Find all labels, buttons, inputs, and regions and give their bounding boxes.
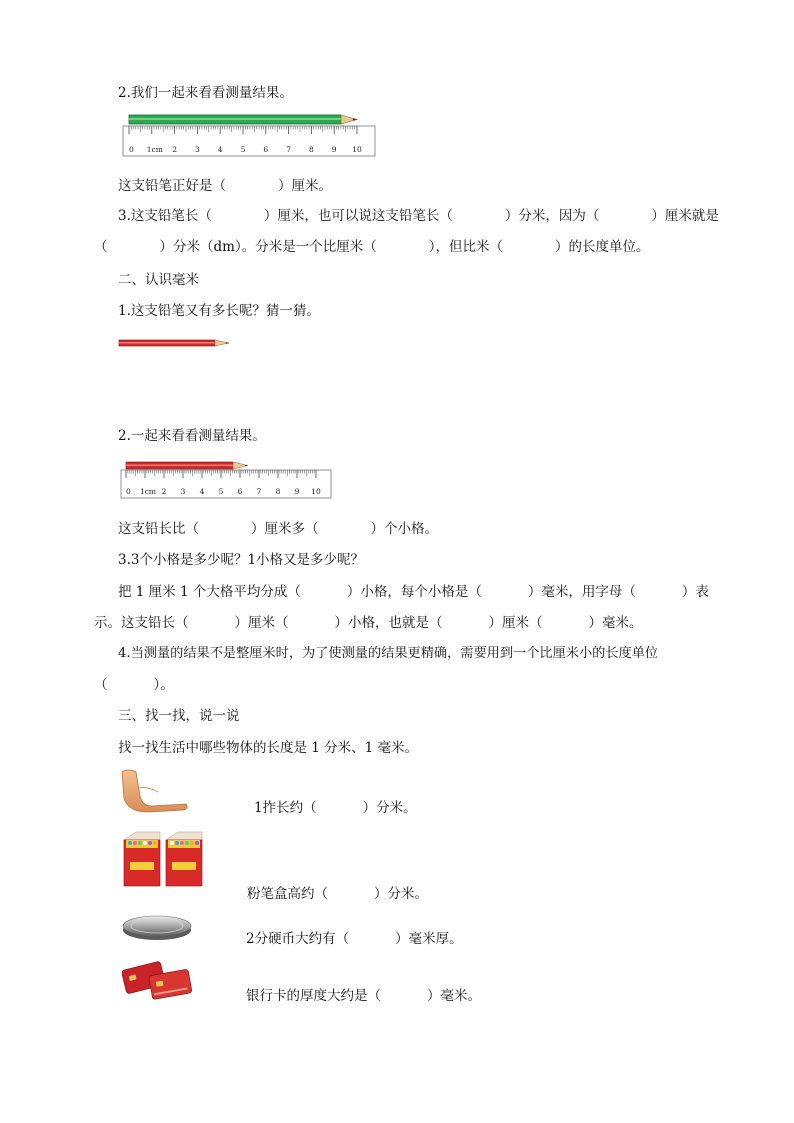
ruler-tick-label: 8 — [275, 487, 281, 496]
fill-text: ）厘米（ — [234, 615, 289, 631]
ruler-tick-label: 3 — [195, 145, 200, 154]
hand-span-icon — [118, 766, 190, 814]
ruler-tick-label: 2 — [172, 145, 177, 154]
fill-text: 2分硬币大约有（ — [246, 931, 350, 947]
ruler-tick-label: 10 — [352, 145, 362, 154]
section-3-heading: 三、找一找，说一说 — [118, 708, 240, 724]
ruler-with-red-pencil — [120, 457, 335, 501]
ruler-tick-label: 6 — [237, 487, 243, 496]
red-pencil — [118, 338, 233, 350]
bank-card-fill — [246, 987, 481, 1005]
ruler-tick-label: 1cm — [139, 487, 157, 496]
coin-icon — [121, 912, 193, 942]
millimeter-fill-line-2 — [94, 614, 643, 632]
ruler-tick-label: 0 — [126, 487, 131, 496]
ruler-tick-label: 8 — [309, 145, 314, 154]
fill-text: ）的长度单位。 — [554, 239, 650, 255]
fill-text: 粉笔盒高约（ — [247, 886, 328, 902]
coin-fill — [246, 930, 463, 948]
ruler-tick-label: 4 — [199, 487, 205, 496]
fill-text: 3.这支铅笔长（ — [118, 208, 212, 224]
ruler-tick-label: 1cm — [146, 145, 163, 154]
fill-text: ）厘米。 — [278, 178, 332, 194]
fill-text: ）分米，因为（ — [504, 208, 600, 224]
part2-question-2: 2.一起来看看测量结果。 — [118, 428, 266, 444]
pencil-cm-and-grids-fill — [118, 520, 438, 538]
fill-text: 这支铅长比（ — [118, 521, 199, 537]
ruler-tick-label: 7 — [286, 145, 291, 154]
part2-question-1: 1.这支铅笔又有多长呢？猜一猜。 — [118, 303, 320, 319]
part3-intro: 找一找生活中哪些物体的长度是 1 分米、1 毫米。 — [118, 740, 419, 756]
ruler-tick-label: 5 — [240, 145, 246, 154]
fill-text: ）厘米多（ — [251, 521, 319, 537]
ruler-with-green-pencil — [122, 110, 380, 160]
fill-text: 银行卡的厚度大约是（ — [246, 988, 381, 1004]
ruler-tick-label: 2 — [161, 487, 167, 496]
fill-text: ）分米。 — [374, 886, 428, 902]
fill-text: ）表 — [681, 584, 709, 600]
fill-text: ）小格，每个小格是（ — [346, 584, 482, 600]
fill-text: ）小格，也就是（ — [334, 615, 443, 631]
chalk-box-icon — [122, 828, 208, 890]
millimeter-fill-line-1 — [118, 583, 709, 601]
hand-span-fill — [254, 799, 417, 817]
question-3-line-1 — [118, 207, 719, 225]
ruler-tick-label: 3 — [180, 487, 186, 496]
fill-text: ），但比米（ — [428, 239, 503, 255]
chalk-box-fill — [247, 885, 428, 903]
ruler-tick-label: 7 — [256, 487, 262, 496]
fill-text: ）厘米，也可以说这支铅笔长（ — [263, 208, 453, 224]
question-2-title: 2.我们一起来看看测量结果。 — [118, 85, 293, 101]
ruler-tick-label: 6 — [263, 145, 269, 154]
fill-text: ）毫米厚。 — [395, 931, 463, 947]
fill-text: 1拃长约（ — [254, 800, 317, 816]
fill-text: ）分米（dm）。分米是一个比厘米（ — [159, 239, 377, 255]
fill-text: 这支铅笔正好是（ — [118, 178, 226, 194]
part2-question-3: 3.3个小格是多少呢？1小格又是多少呢？ — [118, 552, 365, 568]
part2-question-4-line-1: 4.当测量的结果不是整厘米时，为了使测量的结果更精确，需要用到一个比厘米小的长度单位 — [118, 646, 659, 661]
fill-text: ）厘米（ — [488, 615, 543, 631]
red-pencil-on-ruler — [126, 462, 248, 469]
green-pencil — [129, 115, 357, 124]
bank-card-icon — [122, 960, 194, 1000]
fill-text: ）厘米就是 — [651, 208, 719, 224]
fill-text: ）个小格。 — [370, 521, 438, 537]
fill-text: （ — [94, 239, 108, 255]
ruler-tick-label: 10 — [311, 487, 321, 496]
question-3-line-2 — [94, 238, 649, 256]
fill-text: （ — [94, 677, 108, 693]
ruler-tick-label: 5 — [218, 487, 224, 496]
ruler-tick-label: 0 — [129, 145, 134, 154]
part2-question-4-line-2 — [94, 676, 174, 694]
fill-text: ）毫米。 — [588, 615, 643, 631]
ruler-tick-label: 4 — [217, 145, 223, 154]
fill-text: ）。 — [153, 677, 174, 693]
fill-text: 示。这支铅长（ — [94, 615, 189, 631]
fill-text: ）毫米。 — [427, 988, 481, 1004]
section-2-heading: 二、认识毫米 — [118, 272, 199, 288]
fill-text: ）分米。 — [362, 800, 417, 816]
ruler-tick-label: 9 — [331, 145, 337, 154]
fill-text: 把 1 厘米 1 个大格平均分成（ — [118, 584, 301, 600]
fill-text: ）毫米，用字母（ — [527, 584, 636, 600]
pencil-length-fill — [118, 177, 332, 195]
ruler-tick-label: 9 — [294, 487, 300, 496]
